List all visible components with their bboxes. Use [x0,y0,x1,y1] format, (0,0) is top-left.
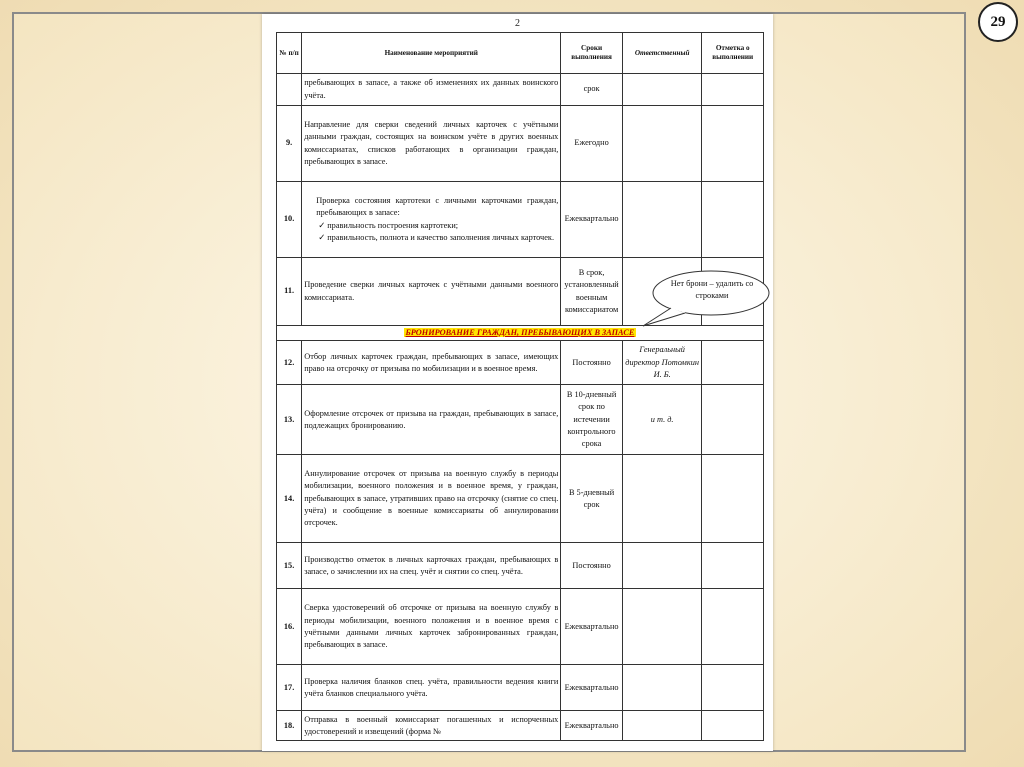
row-num: 16. [277,589,302,665]
row-mark [702,543,764,589]
table-row [277,341,764,385]
row-mark [702,455,764,543]
row-term: Ежеквартально [561,182,623,258]
row-mark [702,74,764,106]
row-resp [622,106,702,182]
table-row [277,665,764,711]
row-term: Ежеквартально [561,665,623,711]
row-mark [702,341,764,385]
row-name: Производство отметок в личных карточках граждан, пребывающих в запасе, о зачислении их на спец. учёт и снятии со спец. учёта. [302,543,561,589]
table-row [277,385,764,455]
events-table [276,32,764,741]
page-number: 2 [515,18,520,29]
row-name: Оформление отсрочек от призыва на граждан, пребывающих в запасе, подлежащих бронированию. [302,385,561,455]
row-num: 12. [277,341,302,385]
row-resp [622,182,702,258]
row-name: Проведение сверки личных карточек с учётными данными военного комиссариата. [302,258,561,326]
row-term: В 10-дневный срок по истечении контрольного срока [561,385,623,455]
row-mark [702,711,764,741]
row-num: 9. [277,106,302,182]
row-resp [622,711,702,741]
table-header-row [277,33,764,74]
header-resp: Ответственный [622,33,702,74]
row-term: Ежеквартально [561,711,623,741]
row-name [302,182,561,258]
row-name: Сверка удостоверений об отсрочке от призыва на военную службу в периоды мобилизации, военного положения и в военное время с учётными данными личных карточек забронированных граждан, пребывающих в запасе. [302,589,561,665]
row-mark [702,589,764,665]
check-item: ✓ правильность, полнота и качество заполнения личных карточек. [318,232,558,244]
header-num: № п/п [277,33,302,74]
table-row [277,455,764,543]
row-name: Отправка в военный комиссариат погашенных и испорченных удостоверений и извещений (форма № [302,711,561,741]
row-mark [702,106,764,182]
check-list [304,220,558,244]
document-page [262,14,773,751]
slide-number-badge: 29 [978,2,1018,42]
row-num: 17. [277,665,302,711]
row-term: Постоянно [561,341,623,385]
table-row [277,543,764,589]
row-resp [622,589,702,665]
header-name: Наименование мероприятий [302,33,561,74]
row-resp [622,74,702,106]
table-row [277,711,764,741]
row-term: В 5-дневный срок [561,455,623,543]
section-title: БРОНИРОВАНИЕ ГРАЖДАН, ПРЕБЫВАЮЩИХ В ЗАПАСЕ [405,328,635,337]
row-num: 14. [277,455,302,543]
row-name: Аннулирование отсрочек от призыва на военную службу в периоды мобилизации, военного положения и в военное время, у граждан, пребывающих в запасе, утративших право на отсрочку (снятие со спец. учёта) и сообщение в военные комиссариаты об аннулировании отсрочек. [302,455,561,543]
table-row [277,74,764,106]
header-term: Сроки выполнения [561,33,623,74]
row-num: 11. [277,258,302,326]
callout-bubble [641,268,773,324]
row-resp [622,543,702,589]
row-num: 13. [277,385,302,455]
row-resp [622,455,702,543]
row-term: Ежеквартально [561,589,623,665]
row-resp [622,665,702,711]
row-num: 15. [277,543,302,589]
row-num: 18. [277,711,302,741]
row-resp: Генеральный директор Потомкин И. Б. [622,341,702,385]
row-mark [702,665,764,711]
table-row [277,182,764,258]
row-name: Направление для сверки сведений личных карточек с учётными данными граждан, состоящих на воинском учёте в других военных комиссариатах, списков работающих в организации граждан, пребывающих в запасе. [302,106,561,182]
row-mark [702,182,764,258]
row-name: Проверка наличия бланков спец. учёта, правильности ведения книги учёта бланков специального учёта. [302,665,561,711]
row-name-text: Проверка состояния картотеки с личными карточками граждан, пребывающих в запасе: [316,196,559,218]
table-row [277,589,764,665]
row-num: 10. [277,182,302,258]
row-resp: и т. д. [622,385,702,455]
row-mark [702,385,764,455]
header-mark: Отметка о выполнении [702,33,764,74]
row-name: Отбор личных карточек граждан, пребывающих в запасе, имеющих право на отсрочку от призыва по мобилизации и в военное время. [302,341,561,385]
row-term: Постоянно [561,543,623,589]
row-name: пребывающих в запасе, а также об изменениях их данных воинского учёта. [302,74,561,106]
row-term: Ежегодно [561,106,623,182]
row-term: В срок, установленный военным комиссариатом [561,258,623,326]
check-item: ✓ правильность построения картотеки; [318,220,558,232]
callout-text: Нет брони – удалить со строками [670,279,754,300]
row-num [277,74,302,106]
row-term: срок [561,74,623,106]
table-row [277,106,764,182]
